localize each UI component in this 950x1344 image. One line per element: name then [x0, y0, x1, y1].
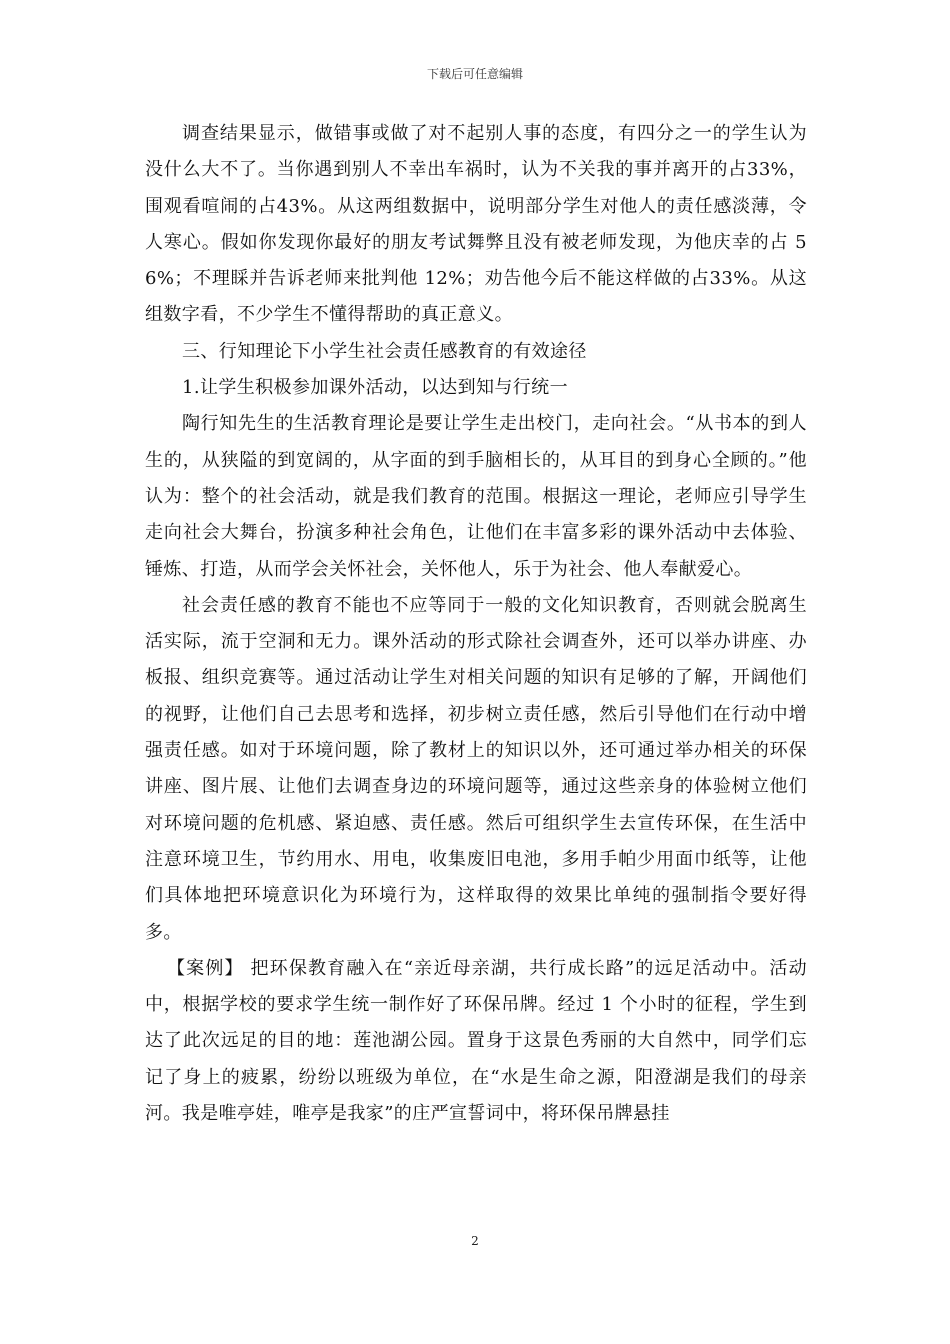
subsection-heading: 1.让学生积极参加课外活动，以达到知与行统一 [182, 377, 568, 399]
page-number: 2 [471, 1234, 479, 1248]
document-body [145, 116, 807, 1132]
paragraph-social-responsibility-education: 社会责任感的教育不能也不应等同于一般的文化知识教育，否则就会脱离生活实际，流于空洞和无力。课外活动的形式除社会调查外，还可以举办讲座、办板报、组织竞赛等。通过活动让学生对相关问题的知识有足够的了解，开阔他们的视野，让他们自己去思考和选择，初步树立责任感，然后引导他们在行动中增强责任感。如对于环境问题，除了教材上的知识以外，还可通过举办相关的环保讲座、图片展、让他们去调查身边的环境问题等，通过这些亲身的体验树立他们对环境问题的危机感、紧迫感、责任感。然后可组织学生去宣传环保，在生活中注意环境卫生，节约用水、用电，收集废旧电池，多用手帕少用面巾纸等，让他们具体地把环境意识化为环境行为，这样取得的效果比单纯的强制指令要好得多。 [145, 594, 807, 943]
page-footer [0, 1233, 950, 1249]
header-text: 下载后可任意编辑 [426, 67, 523, 81]
paragraph-tao-xingzhi-theory: 陶行知先生的生活教育理论是要让学生走出校门，走向社会。“从书本的到人生的，从狭隘的到宽阔的，从字面的到手脑相长的，从耳目的到身心全顾的。”他认为：整个的社会活动，就是我们教育的范围。根据这一理论，老师应引导学生走向社会大舞台，扮演多种社会角色，让他们在丰富多彩的课外活动中去体验、锤炼、打造，从而学会关怀社会，关怀他人，乐于为社会、他人奉献爱心。 [145, 413, 807, 580]
section-heading: 三、行知理论下小学生社会责任感教育的有效途径 [182, 340, 587, 362]
page-header [0, 66, 950, 82]
paragraph-survey-results: 调查结果显示，做错事或做了对不起别人事的态度，有四分之一的学生认为没什么大不了。当你遇到别人不幸出车祸时，认为不关我的事并离开的占33%，围观看喧闹的占43%。从这两组数据中，说明部分学生对他人的责任感淡薄，令人寒心。假如你发现你最好的朋友考试舞弊且没有被老师发现，为他庆幸的占 56%；不理睬并告诉老师来批判他 12%；劝告他今后不能这样做的占33%。从这组数字看，不少学生不懂得帮助的真正意义。 [145, 123, 807, 326]
paragraph-case-study: 【案例】 把环保教育融入在“亲近母亲湖，共行成长路”的远足活动中。活动中，根据学校的要求学生统一制作好了环保吊牌。经过 1 个小时的征程，学生到达了此次远足的目的地：莲池湖公园。置身于这景色秀丽的大自然中，同学们忘记了身上的疲累，纷纷以班级为单位，在“水是生命之源，阳澄湖是我们的母亲河。我是唯亭娃，唯亭是我家”的庄严宣誓词中，将环保吊牌悬挂 [145, 957, 807, 1125]
